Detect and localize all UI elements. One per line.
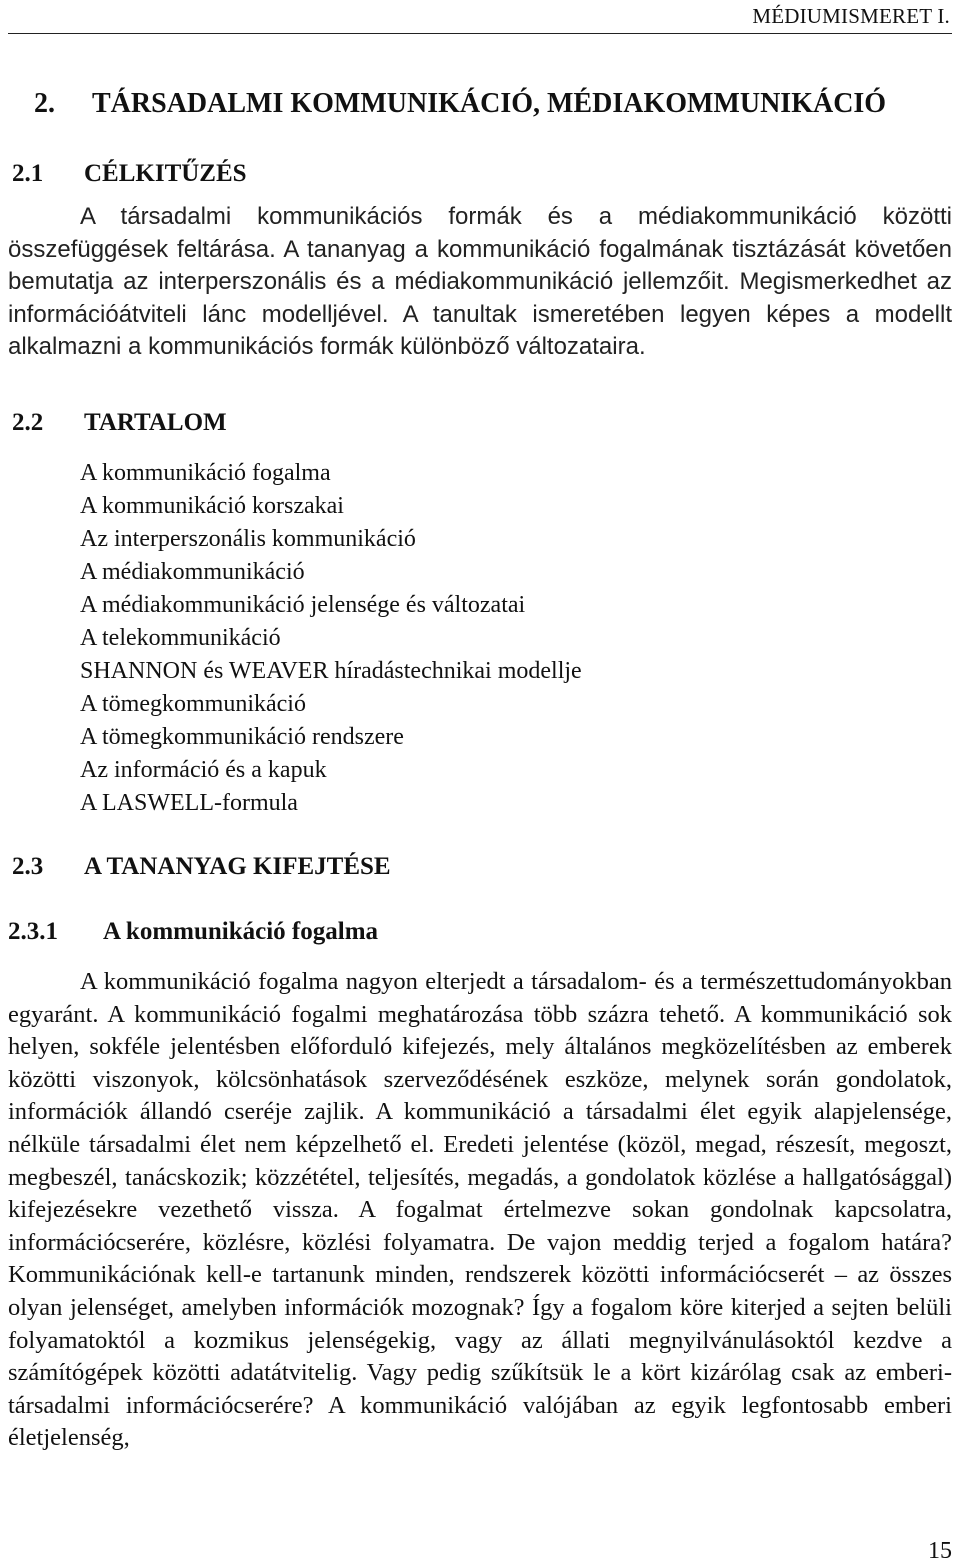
running-header-title: MÉDIUMISMERET I. (752, 4, 950, 28)
contents-item: A kommunikáció korszakai (80, 493, 344, 519)
objective-title: CÉLKITŰZÉS (84, 160, 247, 187)
contents-item: Az interperszonális kommunikáció (80, 526, 416, 552)
contents-number: 2.2 (12, 409, 44, 436)
subsection-paragraph: A kommunikáció fogalma nagyon elterjedt a társadalom- és a természettudományokban egyaránt. A kommunikáció fogalmi meghatározása több százra tehető. A kommunikáció sok helyen, sokféle jelentésben előforduló kifejezés, mely általános megközelítésben az emberek közötti viszonyok, kölcsönhatások szerveződésének eszköze, melynek során gondolatok, információk állandó cseréje zajlik. A kommunikáció a társadalmi élet egyik alapjelensége, nélküle társadalmi élet nem képzelhető el. Eredeti jelentése (közöl, megad, részesít, megoszt, megbeszél, tanácskozik; közzététel, teljesítés, megadás, a gondolatok közlése a hallgatósággal) kifejezésekre vezethető vissza. A fogalmat értelmezve sokan gondolnak kapcsolatra, információcserére, közlésre, közlési folyamatra. De vajon meddig terjed a fogalom határa? Kommunikációnak kell-e tartanunk minden, rendszerek közötti információcserét – az összes olyan jelenséget, amelyben információk mozognak? Így a fogalom köre kiterjed a sejten belüli folyamatoktól a kozmikus jelenségekig, vagy az állati megnyilvánulásoktól kezdve a számítógépek közötti adatátvitelig. Vagy pedig szűkítsük le a kört kizárólag csak az emberi-társadalmi információcserére? A kommunikáció valójában az egyik legfontosabb emberi életjelenség, (8, 968, 952, 1452)
contents-item: SHANNON és WEAVER híradástechnikai modellje (80, 658, 582, 684)
contents-item: A tömegkommunikáció (80, 691, 306, 717)
contents-item: A telekommunikáció (80, 625, 281, 651)
contents-item: A médiakommunikáció jelensége és változatai (80, 592, 526, 618)
objective-heading (12, 160, 247, 188)
contents-title: TARTALOM (84, 409, 227, 436)
contents-item: A kommunikáció fogalma (80, 460, 331, 486)
elaboration-number: 2.3 (12, 853, 44, 880)
contents-item: A LASWELL-formula (80, 790, 298, 816)
subsection-title: A kommunikáció fogalma (103, 918, 379, 945)
subsection-number: 2.3.1 (8, 918, 58, 945)
objective-number: 2.1 (12, 160, 44, 187)
contents-item: A tömegkommunikáció rendszere (80, 724, 404, 750)
elaboration-heading (12, 853, 391, 881)
page-number: 15 (928, 1538, 952, 1564)
contents-item: A médiakommunikáció (80, 559, 305, 585)
chapter-title: TÁRSADALMI KOMMUNIKÁCIÓ, MÉDIAKOMMUNIKÁCIÓ (92, 88, 887, 119)
elaboration-title: A TANANYAG KIFEJTÉSE (84, 853, 391, 880)
contents-heading (12, 409, 227, 437)
contents-list (80, 457, 582, 820)
objective-paragraph: A társadalmi kommunikációs formák és a médiakommunikáció közötti összefüggések feltárása. A tananyag a kommunikáció fogalmának tisztázását követően bemutatja az interperszonális és a médiakommunikáció jellemzőit. Megismerkedhet az információátviteli lánc modelljével. A tanultak ismeretében legyen képes a modellt alkalmazni a kommunikációs formák különböző változataira. (8, 203, 952, 361)
contents-item: Az információ és a kapuk (80, 757, 327, 783)
subsection-heading (8, 918, 378, 946)
header-divider (8, 33, 952, 34)
chapter-heading (34, 88, 886, 120)
chapter-number: 2. (34, 88, 55, 119)
